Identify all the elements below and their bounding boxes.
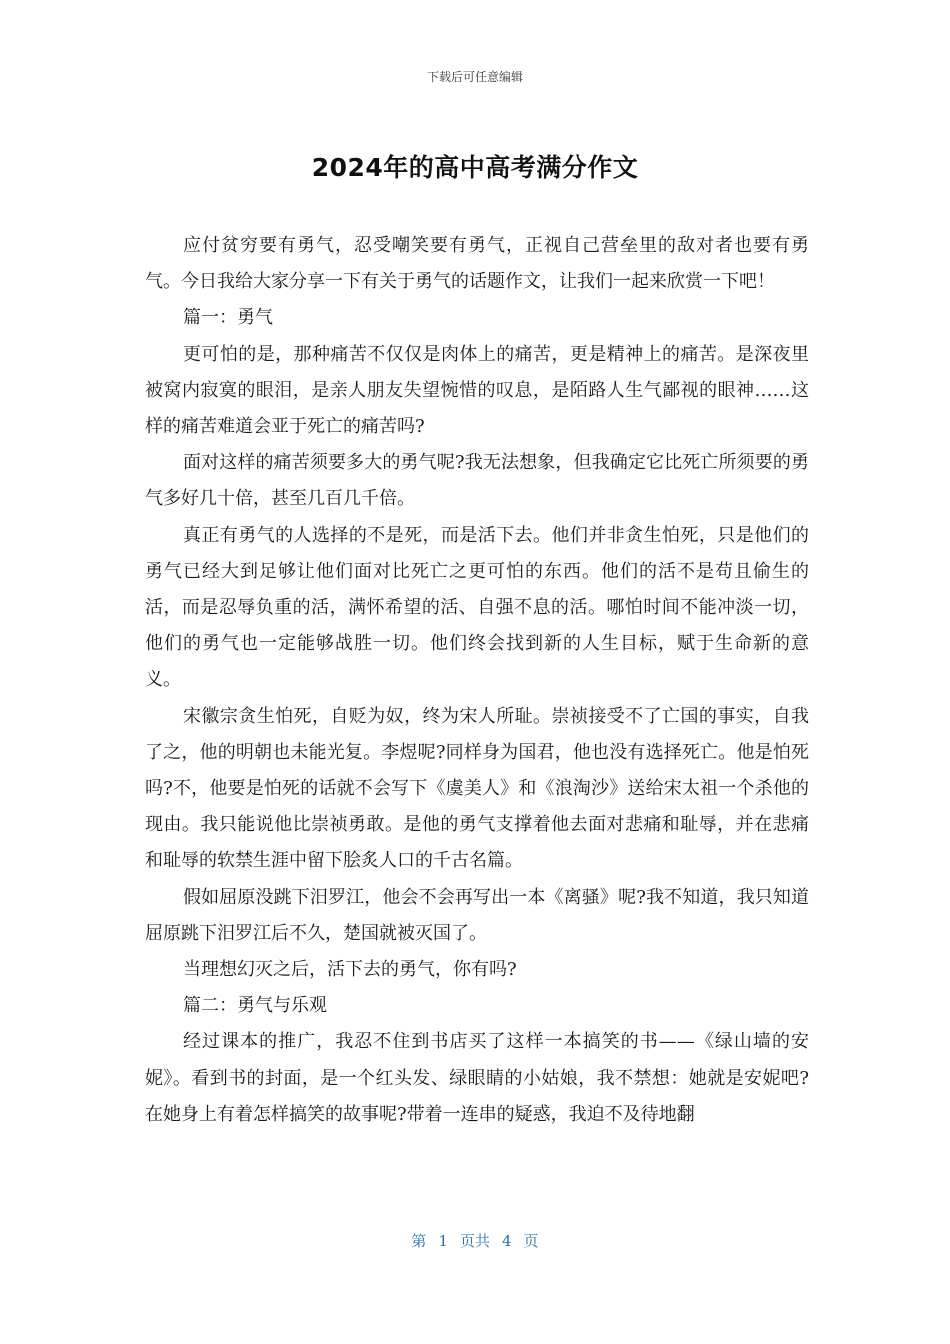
footer-prefix: 第 bbox=[411, 1232, 427, 1250]
paragraph: 真正有勇气的人选择的不是死，而是活下去。他们并非贪生怕死，只是他们的勇气已经大到足够让他们面对比死亡之更可怕的东西。他们的活不是苟且偷生的活，而是忍辱负重的活，满怀希望的活、自强不息的活。哪怕时间不能冲淡一切，他们的勇气也一定能够战胜一切。他们终会找到新的人生目标，赋于生命新的意义。 bbox=[145, 524, 809, 691]
footer-suffix: 页 bbox=[523, 1232, 539, 1250]
section-heading: 篇二：勇气与乐观 bbox=[183, 995, 327, 1017]
footer-page-current: 1 bbox=[438, 1232, 448, 1250]
footer-middle: 页共 bbox=[459, 1232, 490, 1250]
header-note: 下载后可任意编辑 bbox=[426, 70, 523, 84]
paragraph: 假如屈原没跳下汨罗江，他会不会再写出一本《离骚》呢?我不知道，我只知道屈原跳下汨罗江后不久，楚国就被灭国了。 bbox=[145, 886, 809, 944]
paragraph: 宋徽宗贪生怕死，自贬为奴，终为宋人所耻。崇祯接受不了亡国的事实，自我了之，他的明朝也未能光复。李煜呢?同样身为国君，他也没有选择死亡。他是怕死吗?不，他要是怕死的话就不会写下《虞美人》和《浪淘沙》送给宋太祖一个杀他的现由。我只能说他比崇祯勇敢。是他的勇气支撑着他去面对悲痛和耻辱，并在悲痛和耻辱的软禁生涯中留下脍炙人口的千古名篇。 bbox=[145, 705, 809, 872]
paragraph: 当理想幻灭之后，活下去的勇气，你有吗? bbox=[183, 959, 517, 981]
document-title: 2024年的高中高考满分作文 bbox=[311, 153, 639, 182]
page-footer bbox=[0, 1230, 950, 1251]
paragraph: 经过课本的推广，我忍不住到书店买了这样一本搞笑的书——《绿山墙的安妮》。看到书的封面，是一个红头发、绿眼睛的小姑娘，我不禁想：她就是安妮吧?在她身上有着怎样搞笑的故事呢?带着一连串的疑惑，我迫不及待地翻 bbox=[145, 1031, 809, 1125]
footer-page-total: 4 bbox=[502, 1232, 512, 1250]
paragraph: 更可怕的是，那种痛苦不仅仅是肉体上的痛苦，更是精神上的痛苦。是深夜里被窝内寂寞的眼泪，是亲人朋友失望惋惜的叹息，是陌路人生气鄙视的眼神……这样的痛苦难道会亚于死亡的痛苦吗? bbox=[145, 343, 809, 438]
document-body bbox=[145, 228, 809, 1133]
paragraph: 面对这样的痛苦须要多大的勇气呢?我无法想象，但我确定它比死亡所须要的勇气多好几十倍，甚至几百几千倍。 bbox=[145, 452, 809, 510]
section-heading: 篇一：勇气 bbox=[183, 307, 273, 329]
paragraph: 应付贫穷要有勇气，忍受嘲笑要有勇气，正视自己营垒里的敌对者也要有勇气。今日我给大家分享一下有关于勇气的话题作文，让我们一起来欣赏一下吧！ bbox=[145, 235, 809, 293]
